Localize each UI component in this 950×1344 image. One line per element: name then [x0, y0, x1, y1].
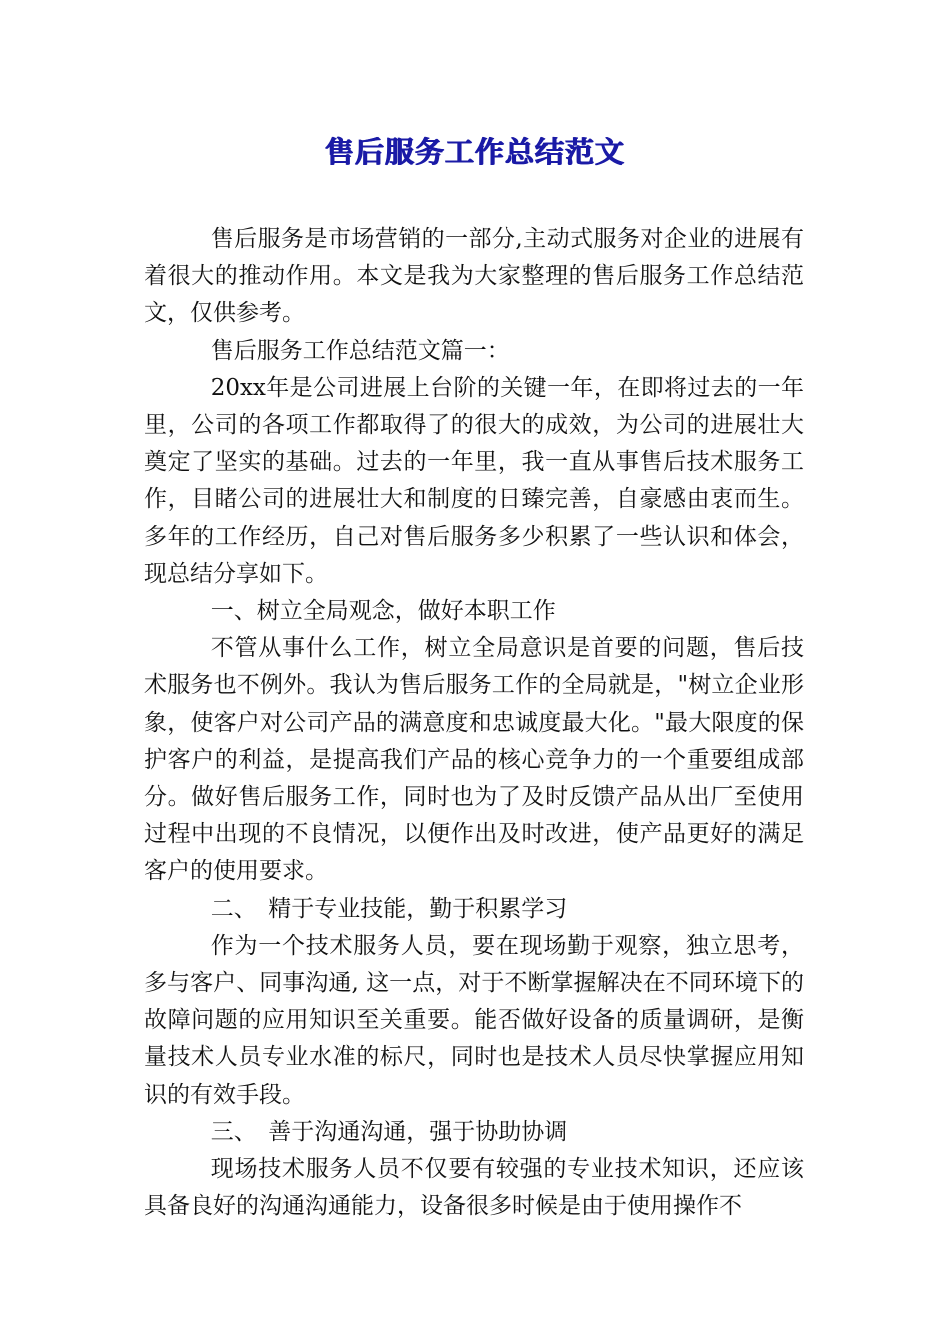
paragraph-body-one: 不管从事什么工作，树立全局意识是首要的问题，售后技术服务也不例外。我认为售后服务工作的全局就是，"树立企业形象，使客户对公司产品的满意度和忠诚度最大化。"最大限度的保护客户的利益，是提高我们产品的核心竞争力的一个重要组成部分。做好售后服务工作，同时也为了及时反馈产品从出厂至使用过程中出现的不良情况，以便作出及时改进，使产品更好的满足客户的使用要求。: [144, 635, 804, 885]
paragraph-overview: 20xx年是公司进展上台阶的关键一年，在即将过去的一年里，公司的各项工作都取得了的很大的成效，为公司的进展壮大奠定了坚实的基础。过去的一年里，我一直从事售后技术服务工作，目睹公司的进展壮大和制度的日臻完善，自豪感由衷而生。多年的工作经历，自己对售后服务多少积累了一些认识和体会，现总结分享如下。: [144, 374, 804, 587]
paragraph-intro: 售后服务是市场营销的一部分,主动式服务对企业的进展有着很大的推动作用。本文是我为大家整理的售后服务工作总结范文，仅供参考。: [144, 226, 804, 327]
paragraph-section-heading: 售后服务工作总结范文篇一：: [210, 337, 510, 364]
paragraph-body-two: 作为一个技术服务人员，要在现场勤于观察，独立思考，多与客户、同事沟通, 这一点，对于不断掌握解决在不同环境下的故障问题的应用知识至关重要。能否做好设备的质量调研，是衡量技术人员专业水准的标尺，同时也是技术人员尽快掌握应用知识的有效手段。: [144, 932, 804, 1108]
document-body: [144, 221, 804, 1225]
paragraph-body-three: 现场技术服务人员不仅要有较强的专业技术知识，还应该具备良好的沟通沟通能力，设备很多时候是由于使用操作不: [144, 1156, 804, 1220]
paragraph-heading-three: 三、 善于沟通沟通，强于协助协调: [210, 1118, 568, 1145]
document-title: 售后服务工作总结范文: [324, 135, 625, 169]
paragraph-heading-one: 一、树立全局观念，做好本职工作: [210, 598, 556, 625]
paragraph-heading-two: 二、 精于专业技能，勤于积累学习: [210, 895, 568, 922]
